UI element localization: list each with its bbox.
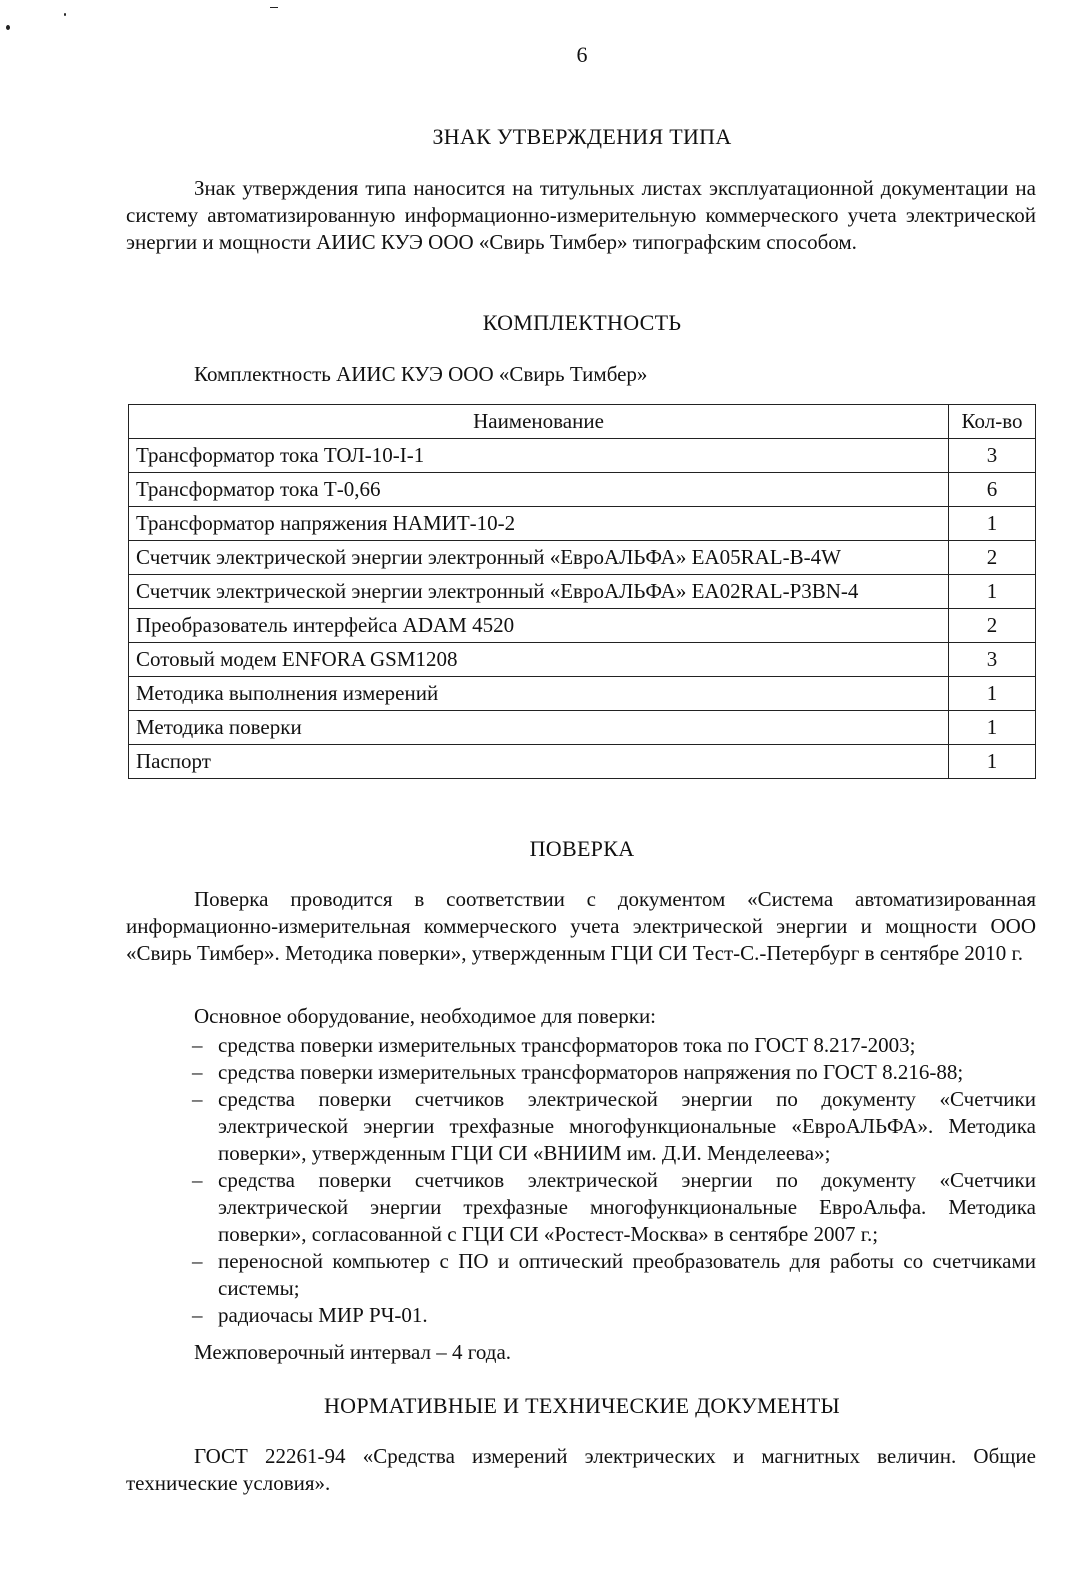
table-row [129, 575, 1036, 609]
list-item-text: средства поверки измерительных трансформаторов тока по ГОСТ 8.217-2003; [218, 1033, 916, 1057]
list-item [190, 1302, 1036, 1329]
table-row [129, 473, 1036, 507]
dash-bullet: – [192, 1303, 203, 1327]
scan-speck [64, 13, 66, 16]
item-name-cell: Счетчик электрической энергии электронный «ЕвроАЛЬФА» EA02RAL-P3BN-4 [129, 575, 949, 609]
column-header-qty: Кол-во [949, 405, 1036, 439]
item-name-cell: Трансформатор тока ТОЛ-10-I-1 [129, 439, 949, 473]
table-row [129, 507, 1036, 541]
equipment-intro: Основное оборудование, необходимое для поверки: [194, 1004, 657, 1028]
item-name-cell: Методика поверки [129, 711, 949, 745]
dash-bullet: – [192, 1249, 203, 1273]
table-row [129, 643, 1036, 677]
list-item-text: радиочасы МИР РЧ-01. [218, 1303, 428, 1327]
heading-completeness: КОМПЛЕКТНОСТЬ [482, 310, 682, 335]
item-qty-cell: 6 [949, 473, 1036, 507]
table-row [129, 609, 1036, 643]
scan-speck [6, 25, 10, 30]
item-qty-cell: 3 [949, 643, 1036, 677]
list-item [190, 1059, 1036, 1086]
item-qty-cell: 1 [949, 677, 1036, 711]
table-row [129, 439, 1036, 473]
table-row [129, 745, 1036, 779]
heading-type-approval: ЗНАК УТВЕРЖДЕНИЯ ТИПА [432, 124, 732, 149]
type-approval-paragraph [126, 175, 1036, 256]
table-row [129, 677, 1036, 711]
list-item [190, 1086, 1036, 1167]
item-name-cell: Паспорт [129, 745, 949, 779]
list-item [190, 1248, 1036, 1302]
verification-text: Поверка проводится в соответствии с документом «Система автоматизированная информационно-измерительная коммерческого учета электрической энергии и мощности ООО «Свирь Тимбер». Методика поверки», утвержденным ГЦИ СИ Тест-С.-Петербург в сентябре 2010 г. [126, 887, 1036, 965]
item-name-cell: Преобразователь интерфейса ADAM 4520 [129, 609, 949, 643]
item-qty-cell: 1 [949, 711, 1036, 745]
completeness-table [128, 404, 1036, 779]
type-approval-text: Знак утверждения типа наносится на титульных листах эксплуатационной документации на систему автоматизированную информационно-измерительную коммерческого учета электрической энергии и мощности АИИС КУЭ ООО «Свирь Тимбер» типографским способом. [126, 176, 1036, 254]
verification-paragraph [126, 886, 1036, 967]
item-qty-cell: 3 [949, 439, 1036, 473]
scan-speck [270, 7, 278, 8]
column-header-name: Наименование [129, 405, 949, 439]
item-name-cell: Трансформатор напряжения НАМИТ-10-2 [129, 507, 949, 541]
list-item-text: переносной компьютер с ПО и оптический преобразователь для работы со счетчиками системы; [218, 1249, 1036, 1300]
dash-bullet: – [192, 1033, 203, 1057]
table-header-row [129, 405, 1036, 439]
item-qty-cell: 1 [949, 507, 1036, 541]
page-number: 6 [576, 42, 588, 67]
item-name-cell: Сотовый модем ENFORA GSM1208 [129, 643, 949, 677]
list-item-text: средства поверки счетчиков электрической энергии по документу «Счетчики электрической энергии трехфазные многофункциональные «ЕвроАЛЬФА». Методика поверки», утвержденным ГЦИ СИ «ВНИИМ им. Д.И. Менделеева»; [218, 1087, 1036, 1165]
dash-bullet: – [192, 1087, 203, 1111]
completeness-subtitle: Комплектность АИИС КУЭ ООО «Свирь Тимбер» [194, 362, 648, 386]
verification-interval: Межповерочный интервал – 4 года. [194, 1340, 512, 1364]
table-row [129, 711, 1036, 745]
table-row [129, 541, 1036, 575]
item-qty-cell: 2 [949, 541, 1036, 575]
list-item [190, 1167, 1036, 1248]
dash-bullet: – [192, 1060, 203, 1084]
heading-verification: ПОВЕРКА [529, 836, 635, 861]
heading-normative-documents: НОРМАТИВНЫЕ И ТЕХНИЧЕСКИЕ ДОКУМЕНТЫ [323, 1393, 841, 1418]
item-name-cell: Методика выполнения измерений [129, 677, 949, 711]
list-item [190, 1032, 1036, 1059]
normative-paragraph [126, 1443, 1036, 1497]
item-qty-cell: 1 [949, 575, 1036, 609]
list-item-text: средства поверки счетчиков электрической энергии по документу «Счетчики электрической энергии трехфазные многофункциональные ЕвроАльфа. Методика поверки», согласованной с ГЦИ СИ «Ростест-Москва» в сентябре 2007 г.; [218, 1168, 1036, 1246]
list-item-text: средства поверки измерительных трансформаторов напряжения по ГОСТ 8.216-88; [218, 1060, 964, 1084]
normative-text: ГОСТ 22261-94 «Средства измерений электрических и магнитных величин. Общие технические условия». [126, 1444, 1036, 1495]
item-name-cell: Трансформатор тока Т-0,66 [129, 473, 949, 507]
dash-bullet: – [192, 1168, 203, 1192]
equipment-list [190, 1032, 1036, 1329]
item-qty-cell: 1 [949, 745, 1036, 779]
item-qty-cell: 2 [949, 609, 1036, 643]
item-name-cell: Счетчик электрической энергии электронный «ЕвроАЛЬФА» EA05RAL-B-4W [129, 541, 949, 575]
